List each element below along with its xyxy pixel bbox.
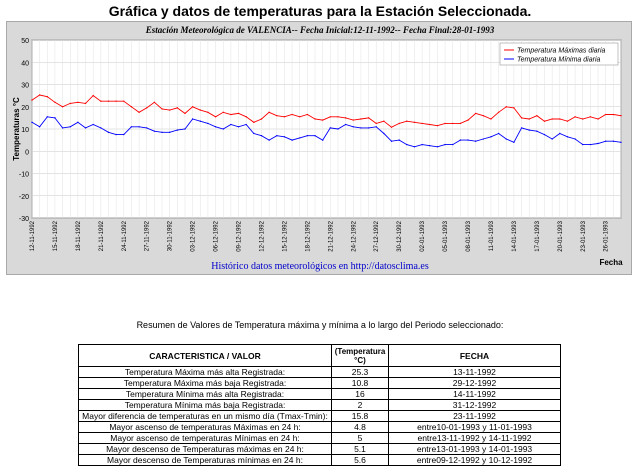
x-tick-label: 08-01-1993 <box>466 221 473 252</box>
watermark-text: Histórico datos meteorológicos en http://datosclima.es <box>211 261 429 272</box>
series-point <box>330 116 331 117</box>
series-point <box>223 112 224 113</box>
table-row <box>79 422 561 433</box>
series-point <box>559 133 560 134</box>
series-point <box>398 139 399 140</box>
series-point <box>62 106 63 107</box>
table-header-row <box>79 345 561 367</box>
row-temperature: 25.3 <box>332 367 389 378</box>
series-point <box>429 145 430 146</box>
series-point <box>613 114 614 115</box>
series-point <box>299 116 300 117</box>
series-point <box>475 113 476 114</box>
series-point <box>498 133 499 134</box>
x-tick-label: 06-12-1992 <box>213 221 220 252</box>
series-point <box>200 109 201 110</box>
series-point <box>291 114 292 115</box>
y-tick-label: 50 <box>21 38 29 45</box>
row-characteristic: Temperatura Mínima más alta Registrada: <box>79 389 332 400</box>
row-date: 31-12-1992 <box>389 400 561 411</box>
row-temperature: 5.6 <box>332 455 389 466</box>
series-point <box>100 127 101 128</box>
series-point <box>582 144 583 145</box>
series-point <box>54 117 55 118</box>
row-temperature: 2 <box>332 400 389 411</box>
row-date: 23-11-1992 <box>389 411 561 422</box>
series-point <box>605 141 606 142</box>
series-point <box>161 132 162 133</box>
series-point <box>31 99 32 100</box>
x-tick-label: 21-11-1992 <box>98 221 105 252</box>
series-point <box>100 100 101 101</box>
summary-caption: Resumen de Valores de Temperatura máxima y mínima a lo largo del Periodo seleccionado: <box>136 320 504 330</box>
chart-panel <box>6 21 632 275</box>
row-characteristic: Mayor diferencia de temperaturas en un mismo día (Tmax-Tmin): <box>79 411 332 422</box>
series-point <box>284 116 285 117</box>
series-point <box>276 135 277 136</box>
series-point <box>192 118 193 119</box>
series-point <box>284 136 285 137</box>
row-temperature: 4.8 <box>332 422 389 433</box>
series-point <box>115 134 116 135</box>
series-point <box>299 137 300 138</box>
series-point <box>77 122 78 123</box>
table-row <box>79 455 561 466</box>
series-point <box>169 132 170 133</box>
row-date: entre13-01-1993 y 14-01-1993 <box>389 444 561 455</box>
series-point <box>245 124 246 125</box>
series-point <box>483 138 484 139</box>
series-point <box>70 103 71 104</box>
series-point <box>337 128 338 129</box>
series-point <box>467 139 468 140</box>
header-date: FECHA <box>389 345 561 367</box>
row-characteristic: Mayor descenso de Temperaturas máximas en 24 h: <box>79 444 332 455</box>
series-point <box>131 126 132 127</box>
row-date: entre13-11-1992 y 14-11-1992 <box>389 433 561 444</box>
series-point <box>360 118 361 119</box>
x-tick-label: 14-01-1993 <box>511 220 518 252</box>
series-point <box>368 127 369 128</box>
series-point <box>521 127 522 128</box>
series-point <box>536 131 537 132</box>
series-point <box>138 112 139 113</box>
x-tick-label: 15-12-1992 <box>282 221 289 252</box>
series-point <box>70 126 71 127</box>
series-point <box>398 123 399 124</box>
chart-title: Estación Meteorológica de VALENCIA-- Fecha Inicial:12-11-1992-- Fecha Final:28-01-1993 <box>145 25 495 35</box>
x-tick-label: 12-12-1992 <box>259 221 266 252</box>
series-point <box>215 126 216 127</box>
x-tick-label: 18-11-1992 <box>75 221 82 252</box>
x-tick-label: 23-01-1993 <box>580 221 587 252</box>
series-point <box>108 132 109 133</box>
series-point <box>353 119 354 120</box>
series-point <box>200 121 201 122</box>
row-date: entre09-12-1992 y 10-12-1992 <box>389 455 561 466</box>
series-point <box>85 103 86 104</box>
table-row <box>79 378 561 389</box>
series-point <box>337 116 338 117</box>
series-point <box>460 139 461 140</box>
series-point <box>559 118 560 119</box>
x-tick-label: 30-12-1992 <box>397 221 404 252</box>
row-characteristic: Temperatura Máxima más alta Registrada: <box>79 367 332 378</box>
series-point <box>414 122 415 123</box>
series-point <box>406 144 407 145</box>
series-point <box>460 123 461 124</box>
series-point <box>261 135 262 136</box>
x-tick-label: 05-01-1993 <box>443 221 450 252</box>
series-point <box>406 121 407 122</box>
row-characteristic: Temperatura Mínima más baja Registrada: <box>79 400 332 411</box>
series-point <box>620 115 621 116</box>
series-point <box>184 128 185 129</box>
series-point <box>368 117 369 118</box>
x-tick-label: 30-11-1992 <box>167 221 174 252</box>
series-point <box>39 126 40 127</box>
series-point <box>62 127 63 128</box>
row-temperature: 5.1 <box>332 444 389 455</box>
row-characteristic: Temperatura Máxima más baja Registrada: <box>79 378 332 389</box>
series-point <box>376 126 377 127</box>
series-point <box>307 135 308 136</box>
series-point <box>223 128 224 129</box>
series-point <box>253 122 254 123</box>
x-tick-label: 27-12-1992 <box>374 221 381 252</box>
y-tick-label: -10 <box>18 171 29 179</box>
series-point <box>529 129 530 130</box>
row-temperature: 10.8 <box>332 378 389 389</box>
series-point <box>490 136 491 137</box>
series-point <box>207 123 208 124</box>
table-row <box>79 444 561 455</box>
series-point <box>330 127 331 128</box>
series-point <box>161 108 162 109</box>
series-point <box>544 121 545 122</box>
y-axis-label: Temperaturas °C <box>12 97 21 161</box>
row-temperature: 15.8 <box>332 411 389 422</box>
series-point <box>177 107 178 108</box>
series-point <box>131 106 132 107</box>
series-point <box>551 118 552 119</box>
x-tick-label: 18-12-1992 <box>305 221 312 252</box>
x-tick-label: 11-01-1993 <box>488 221 495 252</box>
series-point <box>138 126 139 127</box>
x-tick-label: 27-11-1992 <box>144 221 151 252</box>
series-point <box>253 133 254 134</box>
series-point <box>421 123 422 124</box>
series-point <box>154 102 155 103</box>
series-point <box>207 112 208 113</box>
series-point <box>261 118 262 119</box>
y-tick-label: -30 <box>18 216 29 223</box>
x-tick-label: 26-01-1993 <box>603 221 610 252</box>
series-point <box>345 117 346 118</box>
series-point <box>92 95 93 96</box>
series-point <box>146 127 147 128</box>
row-characteristic: Mayor ascenso de temperaturas Mínimas en 24 h: <box>79 433 332 444</box>
x-tick-label: 20-01-1993 <box>557 221 564 252</box>
x-tick-label: 24-12-1992 <box>351 221 358 252</box>
y-tick-label: 40 <box>21 60 29 68</box>
x-axis-label: Fecha <box>599 258 623 267</box>
series-point <box>123 100 124 101</box>
row-characteristic: Mayor ascenso de temperaturas Máximas en 24 h: <box>79 422 332 433</box>
series-point <box>590 144 591 145</box>
series-point <box>77 102 78 103</box>
series-point <box>521 117 522 118</box>
series-point <box>230 124 231 125</box>
series-point <box>115 100 116 101</box>
series-point <box>506 138 507 139</box>
series-point <box>429 124 430 125</box>
series-point <box>452 144 453 145</box>
series-point <box>567 121 568 122</box>
series-point <box>590 116 591 117</box>
x-tick-label: 17-01-1993 <box>534 221 541 252</box>
series-point <box>605 114 606 115</box>
series-point <box>506 106 507 107</box>
series-point <box>444 123 445 124</box>
table-row <box>79 411 561 422</box>
series-point <box>230 114 231 115</box>
series-point <box>54 102 55 103</box>
table-row <box>79 400 561 411</box>
y-tick-label: -20 <box>18 193 29 201</box>
series-point <box>85 127 86 128</box>
series-point <box>437 125 438 126</box>
y-tick-label: 10 <box>21 127 29 134</box>
series-point <box>123 134 124 135</box>
series-point <box>376 123 377 124</box>
series-point <box>322 119 323 120</box>
y-tick-label: 0 <box>25 149 29 157</box>
series-point <box>544 134 545 135</box>
series-point <box>597 118 598 119</box>
series-point <box>360 127 361 128</box>
series-point <box>307 114 308 115</box>
table-row <box>79 433 561 444</box>
series-point <box>613 141 614 142</box>
y-tick-label: 30 <box>21 82 29 90</box>
row-temperature: 16 <box>332 389 389 400</box>
legend-entry: Temperatura Mínima diaria <box>517 56 601 64</box>
series-point <box>513 142 514 143</box>
table-row <box>79 367 561 378</box>
header-temperature: (Temperatura °C) <box>332 345 389 367</box>
series-point <box>391 127 392 128</box>
series-point <box>567 136 568 137</box>
series-point <box>353 126 354 127</box>
series-point <box>108 100 109 101</box>
series-point <box>345 124 346 125</box>
series-point <box>498 112 499 113</box>
series-point <box>276 115 277 116</box>
series-point <box>383 121 384 122</box>
series-point <box>192 106 193 107</box>
header-characteristic: CARACTERISTICA / VALOR <box>79 345 332 367</box>
row-date: 14-11-1992 <box>389 389 561 400</box>
table-row <box>79 389 561 400</box>
series-point <box>452 123 453 124</box>
x-tick-label: 24-11-1992 <box>121 221 128 252</box>
row-date: entre10-01-1993 y 11-01-1993 <box>389 422 561 433</box>
series-point <box>245 116 246 117</box>
x-tick-label: 02-01-1993 <box>420 221 427 252</box>
series-point <box>47 116 48 117</box>
series-point <box>314 135 315 136</box>
series-point <box>238 113 239 114</box>
series-point <box>475 141 476 142</box>
series-point <box>391 141 392 142</box>
series-point <box>314 118 315 119</box>
series-point <box>529 118 530 119</box>
series-point <box>620 142 621 143</box>
series-point <box>597 143 598 144</box>
series-point <box>322 139 323 140</box>
series-point <box>483 115 484 116</box>
series-point <box>268 112 269 113</box>
series-point <box>238 126 239 127</box>
series-point <box>177 129 178 130</box>
series-point <box>47 96 48 97</box>
series-point <box>184 113 185 114</box>
series-point <box>169 109 170 110</box>
series-point <box>414 146 415 147</box>
legend-entry: Temperatura Máximas diaria <box>517 47 606 55</box>
temperature-line-chart <box>7 22 633 276</box>
series-point <box>154 131 155 132</box>
series-point <box>291 139 292 140</box>
series-point <box>39 94 40 95</box>
row-temperature: 5 <box>332 433 389 444</box>
series-point <box>421 144 422 145</box>
row-date: 13-11-1992 <box>389 367 561 378</box>
row-characteristic: Mayor descenso de Temperaturas mínimas en 24 h: <box>79 455 332 466</box>
x-tick-label: 21-12-1992 <box>328 221 335 252</box>
series-point <box>551 138 552 139</box>
series-point <box>536 115 537 116</box>
x-tick-label: 03-12-1992 <box>190 221 197 252</box>
series-point <box>92 124 93 125</box>
summary-table <box>78 344 561 466</box>
x-tick-label: 09-12-1992 <box>236 221 243 252</box>
page-title: Gráfica y datos de temperaturas para la Estación Seleccionada. <box>108 3 532 19</box>
series-point <box>574 138 575 139</box>
series-point <box>31 122 32 123</box>
series-point <box>215 116 216 117</box>
series-point <box>146 107 147 108</box>
series-point <box>383 133 384 134</box>
series-point <box>444 144 445 145</box>
y-tick-label: 20 <box>21 104 29 112</box>
series-point <box>437 146 438 147</box>
row-date: 29-12-1992 <box>389 378 561 389</box>
x-tick-label: 15-11-1992 <box>52 221 59 252</box>
series-point <box>574 116 575 117</box>
series-point <box>490 118 491 119</box>
x-tick-label: 12-11-1992 <box>30 221 36 252</box>
series-point <box>513 107 514 108</box>
series-point <box>582 118 583 119</box>
series-point <box>268 139 269 140</box>
series-point <box>467 119 468 120</box>
